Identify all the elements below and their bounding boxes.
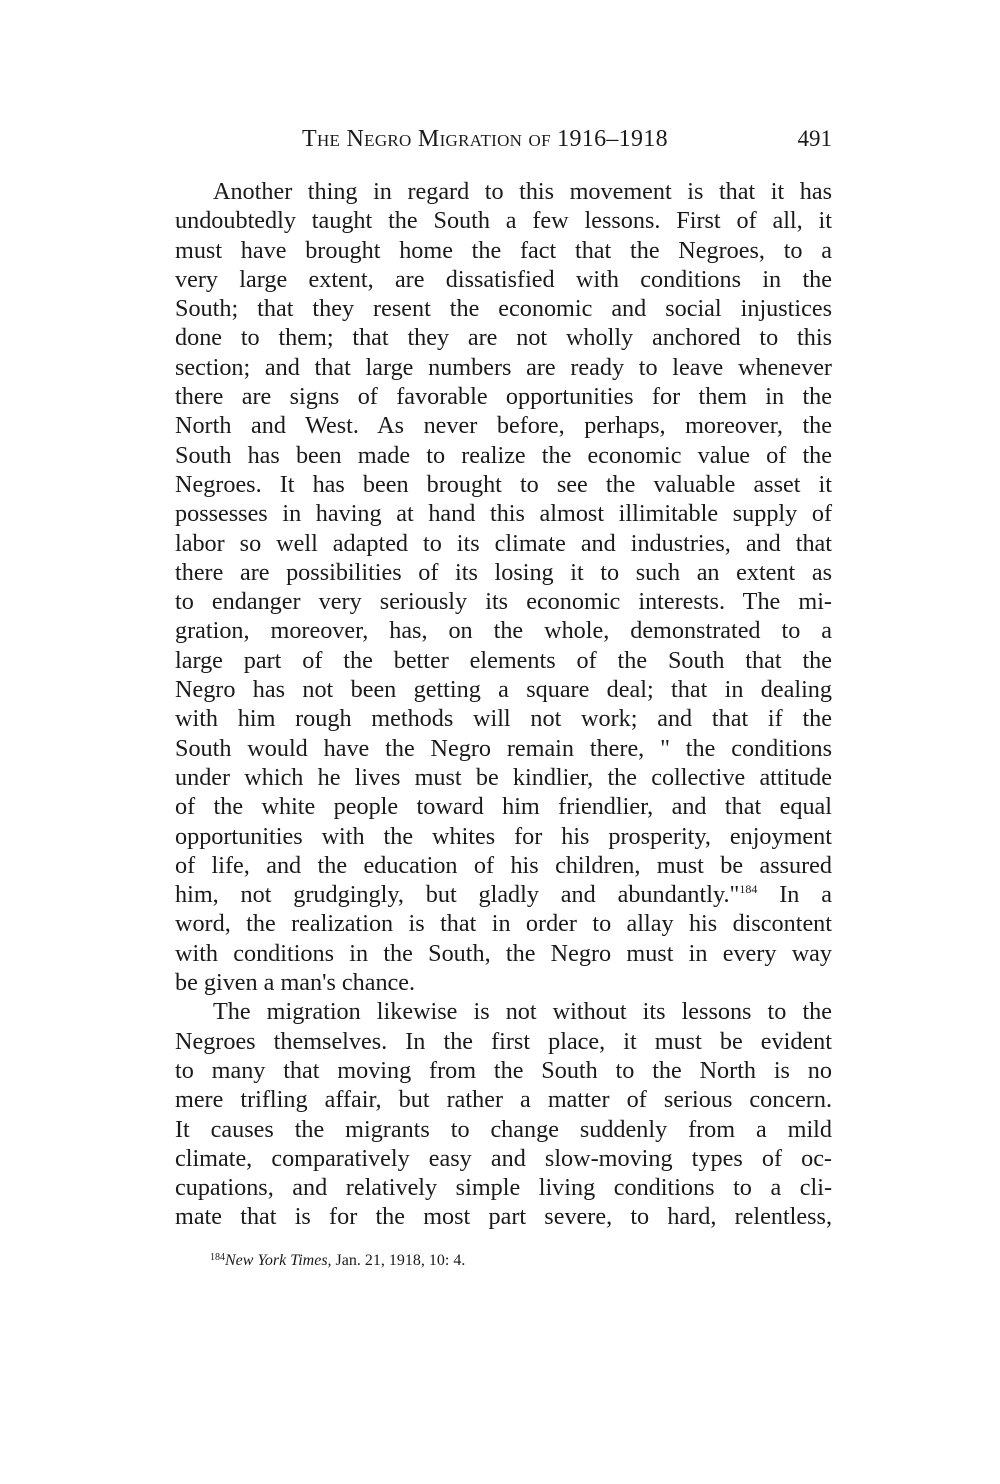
text-line: labor so well adapted to its climate and industries, and that — [175, 529, 832, 557]
running-title: The Negro Migration of 1916–1918 — [302, 126, 668, 152]
text-line: mere trifling affair, but rather a matter of serious concern. — [175, 1086, 832, 1114]
text-line: South has been made to realize the economic value of the — [175, 441, 832, 469]
text-line: must have brought home the fact that the Negroes, to a — [175, 236, 832, 264]
text-line: It causes the migrants to change suddenly from a mild — [175, 1115, 832, 1143]
text-line: large part of the better elements of the South that the — [175, 646, 832, 674]
text-line: possesses in having at hand this almost illimitable supply of — [175, 500, 832, 528]
text-line: South would have the Negro remain there, " the conditions — [175, 734, 832, 762]
text-line: with him rough methods will not work; and that if the — [175, 705, 832, 733]
text-line: gration, moreover, has, on the whole, demonstrated to a — [175, 617, 832, 645]
footnote-number: 184 — [210, 1252, 225, 1263]
paragraph-1 — [175, 177, 832, 997]
text-line: there are signs of favorable opportunities for them in the — [175, 383, 832, 411]
page-number: 491 — [797, 126, 832, 151]
text-line: South; that they resent the economic and social injustices — [175, 295, 832, 323]
footnote-reference: 184 — [739, 882, 758, 897]
text-line: undoubtedly taught the South a few lessons. First of all, it — [175, 207, 832, 235]
text-line: mate that is for the most part severe, to hard, relentless, — [175, 1203, 832, 1231]
text-line: word, the realization is that in order to allay his discontent — [175, 910, 832, 938]
footnote — [210, 1252, 465, 1270]
text-line: opportunities with the whites for his prosperity, enjoyment — [175, 822, 832, 850]
text-line: North and West. As never before, perhaps, moreover, the — [175, 412, 832, 440]
text-line: very large extent, are dissatisfied with conditions in the — [175, 265, 832, 293]
text-line: Negroes themselves. In the first place, it must be evident — [175, 1027, 832, 1055]
footnote-source: New York Times, — [225, 1252, 332, 1269]
text-line: with conditions in the South, the Negro must in every way — [175, 939, 832, 967]
text-line: Another thing in regard to this movement is that it has — [213, 178, 832, 205]
text-line: Negroes. It has been brought to see the valuable asset it — [175, 470, 832, 498]
text-line: under which he lives must be kindlier, the collective attitude — [175, 763, 832, 791]
text-fragment: him, not grudgingly, but gladly and abundantly." — [175, 881, 740, 909]
text-line: of life, and the education of his children, must be assured — [175, 851, 832, 879]
text-line: done to them; that they are not wholly anchored to this — [175, 324, 832, 352]
body-text — [175, 177, 832, 1232]
text-line: to many that moving from the South to the North is no — [175, 1056, 832, 1084]
text-line: of the white people toward him friendlier, and that equal — [175, 793, 832, 821]
text-line: be given a man's chance. — [175, 969, 416, 997]
footnote-citation: Jan. 21, 1918, 10: 4. — [331, 1252, 466, 1269]
paragraph-2 — [175, 997, 832, 1231]
text-line: Negro has not been getting a square deal; that in dealing — [175, 676, 832, 704]
text-line: cupations, and relatively simple living conditions to a cli- — [175, 1174, 832, 1202]
text-line: there are possibilities of its losing it to such an extent as — [175, 558, 832, 586]
text-line-with-footnote-ref — [175, 880, 832, 909]
running-head — [175, 126, 832, 162]
text-line: The migration likewise is not without its lessons to the — [213, 998, 832, 1026]
text-fragment: In a — [757, 881, 832, 909]
text-line: to endanger very seriously its economic interests. The mi- — [175, 588, 832, 616]
text-line: climate, comparatively easy and slow-moving types of oc- — [175, 1144, 832, 1172]
text-line: section; and that large numbers are ready to leave whenever — [175, 353, 832, 381]
